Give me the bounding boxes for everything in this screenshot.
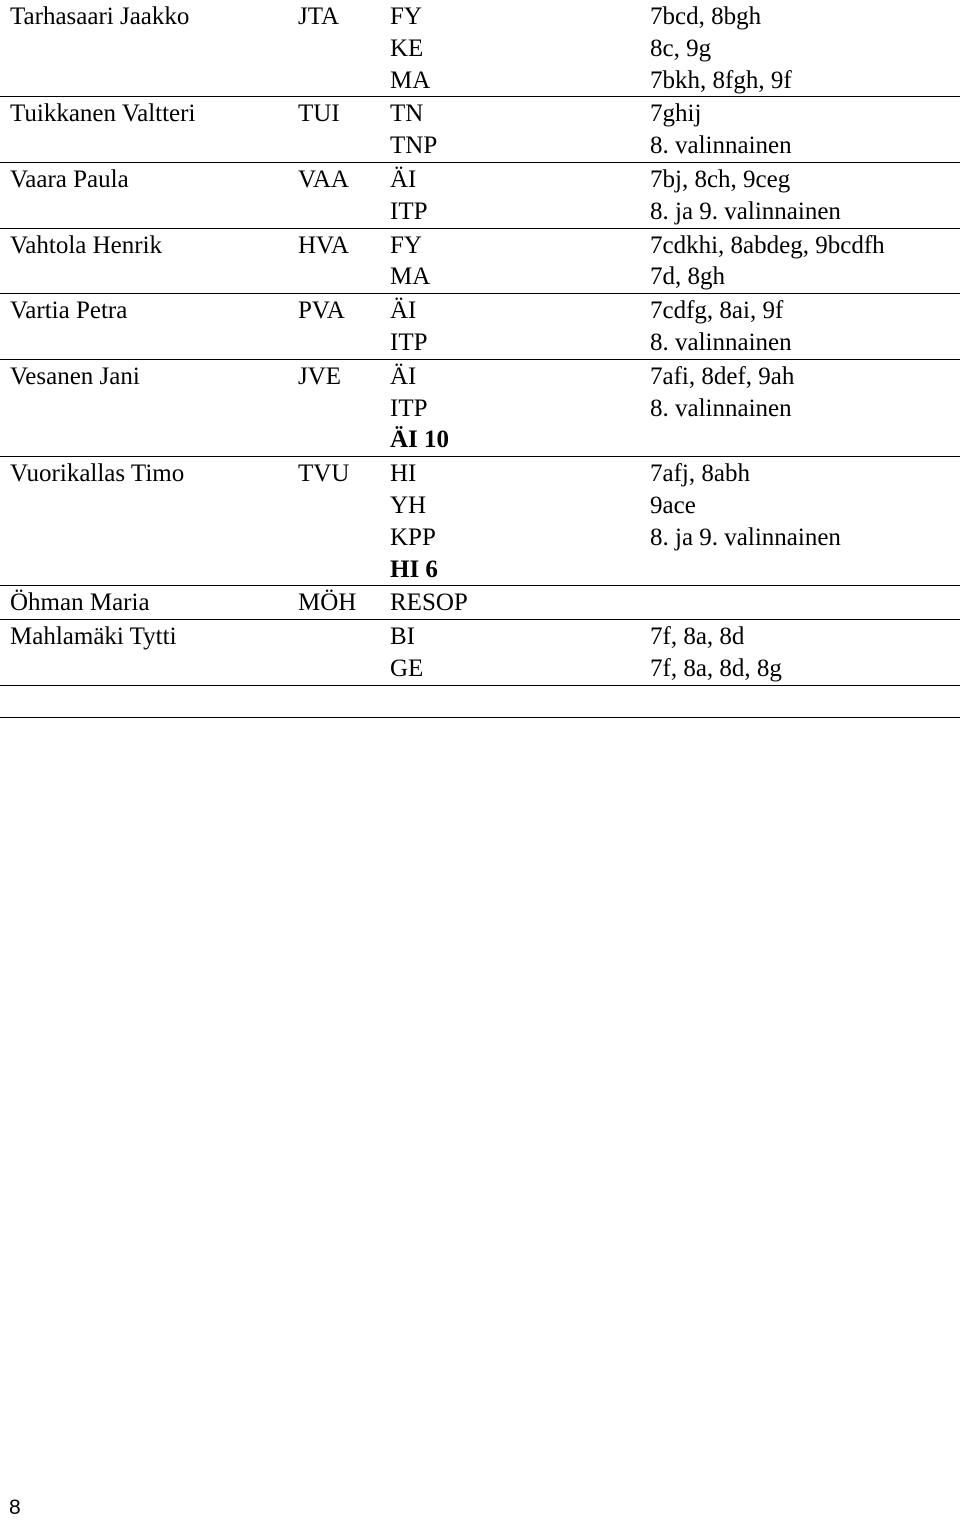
class-groups: 8. valinnainen <box>650 132 792 160</box>
class-groups: 7d, 8gh <box>650 263 725 291</box>
class-groups: 7bkh, 8fgh, 9f <box>650 66 792 94</box>
teacher-row-line <box>0 65 960 97</box>
page-number: 8 <box>9 1496 21 1519</box>
teacher-row <box>0 360 960 457</box>
subject-code: KE <box>390 34 424 62</box>
class-groups: 7bcd, 8bgh <box>650 3 762 30</box>
teacher-code: HVA <box>298 231 349 259</box>
empty-table-row <box>0 686 960 718</box>
teacher-name: Tuikkanen Valtteri <box>10 100 196 128</box>
teacher-name: Öhman Maria <box>10 589 150 617</box>
teacher-row-line <box>0 327 960 359</box>
subject-code: ITP <box>390 197 428 225</box>
teacher-row-line <box>0 587 960 619</box>
teacher-row-line <box>0 98 960 130</box>
class-groups: 7afj, 8abh <box>650 460 750 488</box>
subject-code: TNP <box>390 132 438 160</box>
class-groups: 7f, 8a, 8d, 8g <box>650 654 782 682</box>
class-groups: 7ghij <box>650 100 702 128</box>
teacher-row-line <box>0 261 960 293</box>
subject-code: FY <box>390 3 422 30</box>
teacher-row <box>0 97 960 163</box>
class-groups: 9ace <box>650 491 696 519</box>
teacher-code: MÖH <box>298 589 357 617</box>
teacher-name: Tarhasaari Jaakko <box>10 3 190 30</box>
subject-code: ÄI <box>390 362 417 390</box>
teacher-row <box>0 294 960 360</box>
subject-code: MA <box>390 66 431 94</box>
teacher-name: Vuorikallas Timo <box>10 460 185 488</box>
subject-code: ITP <box>390 394 428 422</box>
class-groups: 7f, 8a, 8d <box>650 623 745 651</box>
teacher-row <box>0 457 960 586</box>
teacher-row-line <box>0 1 960 33</box>
teacher-name: Vaara Paula <box>10 165 129 193</box>
teacher-row-line <box>0 522 960 554</box>
teacher-code: TUI <box>298 100 340 128</box>
class-groups: 7afi, 8def, 9ah <box>650 362 795 390</box>
teacher-row-line <box>0 490 960 522</box>
teacher-code: JTA <box>298 3 340 30</box>
teacher-row <box>0 0 960 97</box>
subject-code: YH <box>390 491 427 519</box>
subject-code: TN <box>390 100 424 128</box>
teacher-row <box>0 163 960 229</box>
subject-code: BI <box>390 623 415 651</box>
subject-code: ÄI 10 <box>390 426 450 454</box>
subject-code: FY <box>390 231 422 259</box>
subject-code: HI <box>390 460 417 488</box>
teacher-code: TVU <box>298 460 350 488</box>
class-groups: 8. valinnainen <box>650 328 792 356</box>
subject-code: MA <box>390 263 431 291</box>
teacher-row-line <box>0 554 960 586</box>
teacher-row-line <box>0 230 960 262</box>
subject-code: ITP <box>390 328 428 356</box>
teacher-row <box>0 229 960 295</box>
subject-code: ÄI <box>390 165 417 193</box>
teacher-code: PVA <box>298 297 345 325</box>
teacher-row <box>0 586 960 620</box>
teacher-row-line <box>0 164 960 196</box>
class-groups: 8c, 9g <box>650 34 712 62</box>
teacher-row-line <box>0 424 960 456</box>
teacher-row-line <box>0 295 960 327</box>
class-groups: 8. ja 9. valinnainen <box>650 197 841 225</box>
teacher-name: Vahtola Henrik <box>10 231 163 259</box>
teacher-row-line <box>0 196 960 228</box>
teacher-name: Vartia Petra <box>10 297 128 325</box>
teacher-row <box>0 620 960 686</box>
subject-code: GE <box>390 654 424 682</box>
class-groups: 7cdfg, 8ai, 9f <box>650 297 784 325</box>
class-groups: 8. valinnainen <box>650 394 792 422</box>
teacher-row-line <box>0 130 960 162</box>
class-groups: 7cdkhi, 8abdeg, 9bcdfh <box>650 231 885 259</box>
teacher-row-line <box>0 458 960 490</box>
subject-code: KPP <box>390 523 436 551</box>
teacher-name: Vesanen Jani <box>10 362 140 390</box>
teacher-row-line <box>0 361 960 393</box>
subject-code: HI 6 <box>390 555 438 583</box>
teacher-code: JVE <box>298 362 342 390</box>
teacher-row-line <box>0 653 960 685</box>
subject-code: RESOP <box>390 589 468 617</box>
teacher-row-line <box>0 393 960 425</box>
teacher-code: VAA <box>298 165 349 193</box>
class-groups: 8. ja 9. valinnainen <box>650 523 841 551</box>
teacher-name: Mahlamäki Tytti <box>10 623 177 651</box>
class-groups: 7bj, 8ch, 9ceg <box>650 165 791 193</box>
staff-subject-table <box>0 0 960 718</box>
subject-code: ÄI <box>390 297 417 325</box>
teacher-row-line <box>0 33 960 65</box>
teacher-row-line <box>0 621 960 653</box>
